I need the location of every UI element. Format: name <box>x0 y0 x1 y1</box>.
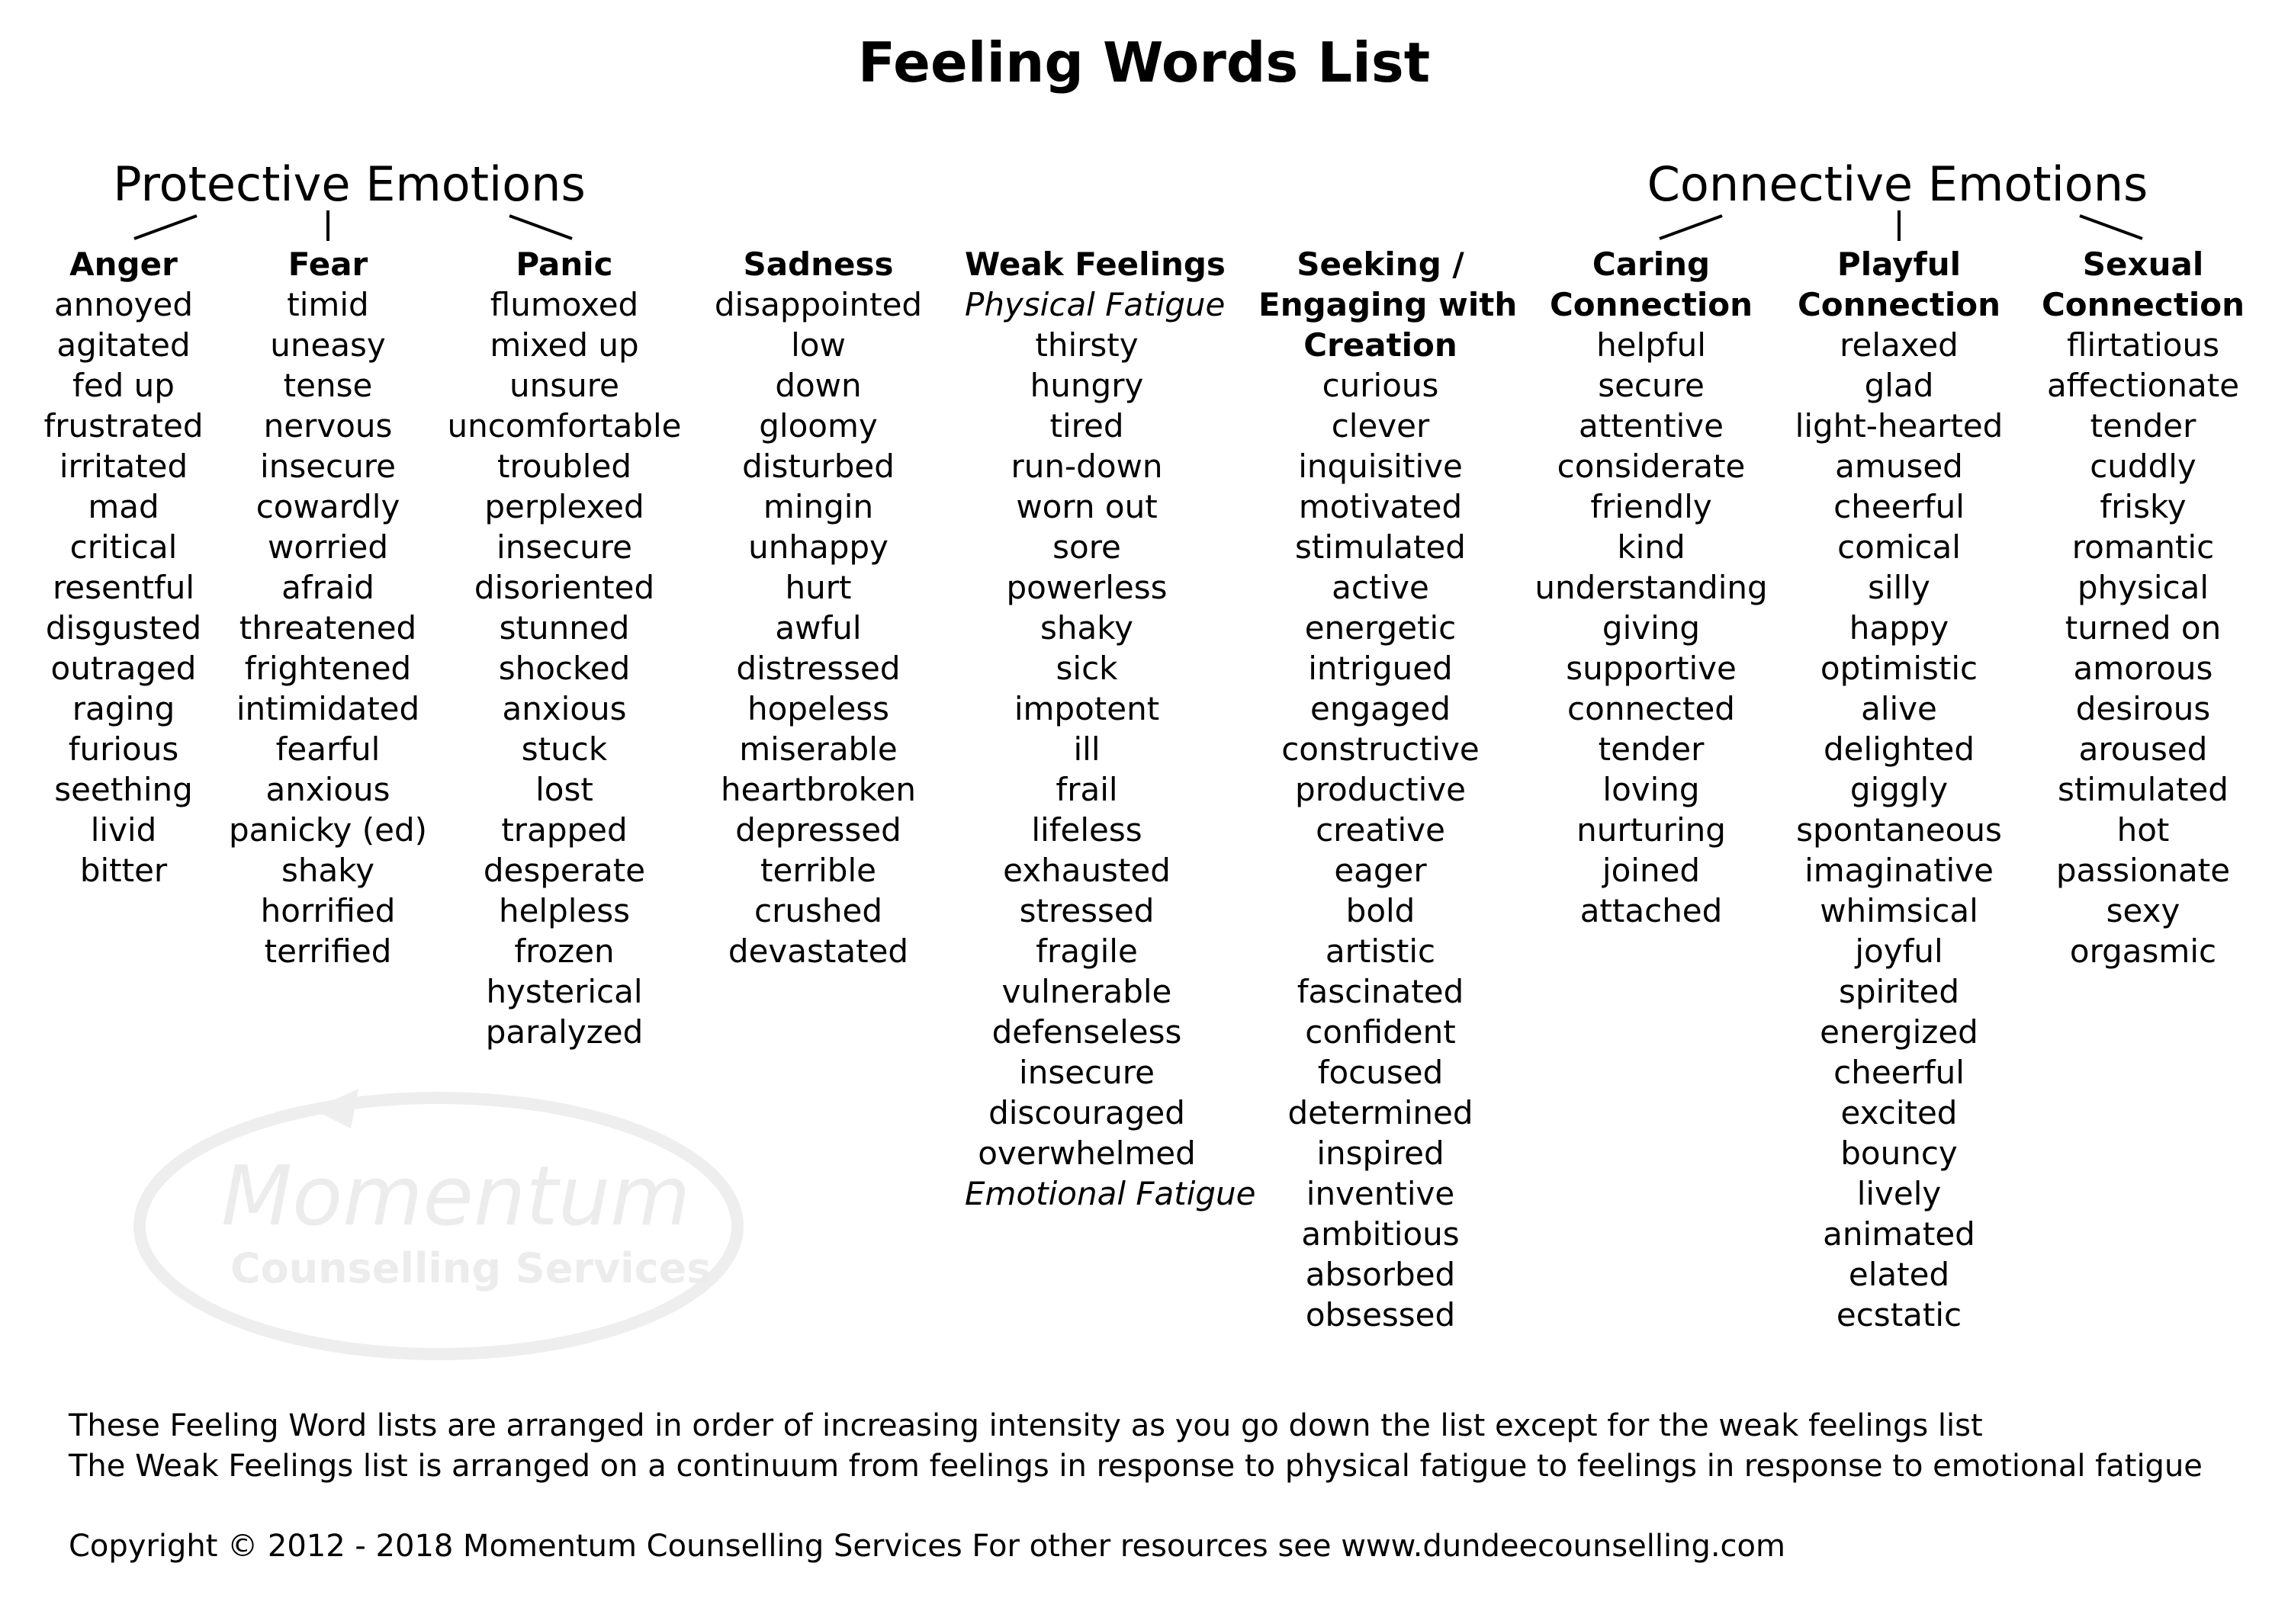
word-list <box>2021 325 2265 971</box>
feeling-word: gloomy <box>759 407 878 445</box>
column-heading-line: Connection <box>2041 286 2245 323</box>
column-heading <box>696 244 940 284</box>
connector-anger <box>134 216 197 239</box>
feeling-word: joyful <box>1855 932 1943 970</box>
continuum-start-label: Physical Fatigue <box>965 286 1226 323</box>
feeling-word: fed up <box>72 367 175 404</box>
feeling-word: worn out <box>1016 488 1158 525</box>
feeling-word: friendly <box>1590 488 1712 525</box>
column-heading-line: Creation <box>1303 326 1457 364</box>
column-heading-line: Sexual <box>2082 246 2204 283</box>
feeling-word: lost <box>535 771 593 808</box>
feeling-word: livid <box>90 811 157 849</box>
feeling-word: lively <box>1856 1175 1942 1212</box>
feeling-word: whimsical <box>1820 892 1978 929</box>
watermark-momentum-text: Momentum <box>221 1149 691 1244</box>
feeling-word: worried <box>267 528 388 566</box>
feeling-word: animated <box>1823 1215 1975 1253</box>
feeling-word: engaged <box>1309 690 1451 727</box>
feeling-word: devastated <box>728 932 909 970</box>
feeling-word: distressed <box>736 650 901 687</box>
feeling-word: motivated <box>1298 488 1463 525</box>
feeling-word: fragile <box>1036 932 1138 970</box>
page-title: Feeling Words List <box>857 30 1431 95</box>
feeling-word: stimulated <box>1295 528 1466 566</box>
feeling-word: terrified <box>264 932 392 970</box>
feeling-word: inspired <box>1316 1135 1444 1172</box>
feeling-word: paralyzed <box>485 1013 644 1051</box>
feeling-word: unhappy <box>748 528 889 566</box>
copyright-line: Copyright © 2012 - 2018 Momentum Counselling Services For other resources see www.dundeecounselling.com <box>69 1529 1785 1564</box>
word-list <box>206 284 450 971</box>
feeling-word: passionate <box>2055 852 2231 889</box>
connector-caring <box>1660 216 1722 239</box>
feeling-word: stimulated <box>2058 771 2229 808</box>
feeling-word: relaxed <box>1840 326 1959 364</box>
column-heading-line: Weak Feelings <box>965 246 1226 283</box>
feeling-word: run-down <box>1011 448 1163 485</box>
feeling-word: crushed <box>754 892 882 929</box>
feeling-word: frozen <box>514 932 615 970</box>
feeling-word: tense <box>283 367 373 404</box>
column-weak-feelings <box>965 244 1256 1214</box>
column-heading <box>2021 244 2265 325</box>
feeling-word: impotent <box>1014 690 1160 727</box>
feeling-word: shaky <box>1040 609 1133 647</box>
feeling-word: attached <box>1579 892 1723 929</box>
feeling-word: absorbed <box>1305 1256 1456 1293</box>
column-heading-line: Playful <box>1837 246 1962 283</box>
feeling-word: horrified <box>260 892 396 929</box>
feeling-word: determined <box>1287 1094 1473 1131</box>
feeling-word: connected <box>1567 690 1735 727</box>
feeling-word: inquisitive <box>1298 448 1463 485</box>
feeling-word: resentful <box>52 569 195 606</box>
feeling-word: depressed <box>735 811 901 849</box>
column-heading <box>965 244 1226 284</box>
feeling-word: uneasy <box>270 326 386 364</box>
feeling-word: defenseless <box>991 1013 1182 1051</box>
feeling-word: stunned <box>499 609 630 647</box>
feeling-word: critical <box>69 528 178 566</box>
column-sadness <box>696 244 940 971</box>
feeling-word: desirous <box>2075 690 2211 727</box>
feeling-word: agitated <box>56 326 191 364</box>
feeling-word: insecure <box>496 528 632 566</box>
feeling-word: low <box>791 326 846 364</box>
feeling-word: delighted <box>1823 730 1975 768</box>
feeling-word: frightened <box>244 650 412 687</box>
feeling-word: down <box>775 367 862 404</box>
feeling-word: panicky (ed) <box>228 811 428 849</box>
feeling-word: threatened <box>239 609 417 647</box>
feeling-word: powerless <box>1006 569 1168 606</box>
feeling-word: kind <box>1617 528 1685 566</box>
feeling-word: uncomfortable <box>447 407 682 445</box>
feeling-word: attentive <box>1579 407 1724 445</box>
feeling-word: stressed <box>1019 892 1155 929</box>
column-heading-line: Connection <box>1549 286 1753 323</box>
feeling-word: frustrated <box>43 407 204 445</box>
intensity-note: These Feeling Word lists are arranged in order of increasing intensity as you go down the list except for the weak feelings list <box>69 1408 1983 1443</box>
feeling-word: curious <box>1322 367 1439 404</box>
feeling-word: turned on <box>2065 609 2222 647</box>
feeling-word: hungry <box>1030 367 1144 404</box>
feeling-word: cheerful <box>1833 1054 1965 1091</box>
feeling-word: timid <box>287 286 369 323</box>
feeling-word: shocked <box>498 650 631 687</box>
feeling-word: happy <box>1849 609 1949 647</box>
feeling-word: stuck <box>521 730 608 768</box>
column-seeking-engaging <box>1258 244 1518 1335</box>
feeling-word: bold <box>1345 892 1416 929</box>
feeling-word: ambitious <box>1301 1215 1460 1253</box>
feeling-word: flirtatious <box>2067 326 2219 364</box>
feeling-word: hurt <box>785 569 852 606</box>
feeling-word: flumoxed <box>490 286 639 323</box>
feeling-word: optimistic <box>1820 650 1978 687</box>
feeling-word: frisky <box>2100 488 2187 525</box>
feeling-word: giving <box>1602 609 1701 647</box>
feeling-word: irritated <box>59 448 188 485</box>
column-caring-connection <box>1529 244 1773 931</box>
feeling-word: tender <box>2090 407 2196 445</box>
feeling-word: joined <box>1602 852 1701 889</box>
feeling-word: imaginative <box>1804 852 1994 889</box>
feeling-word: mingin <box>763 488 874 525</box>
feeling-word: glad <box>1864 367 1934 404</box>
column-heading <box>1258 244 1518 365</box>
continuum-end-label: Emotional Fatigue <box>965 1175 1256 1212</box>
feeling-word: sick <box>1056 650 1118 687</box>
feeling-word: vulnerable <box>1001 973 1172 1010</box>
feeling-word: romantic <box>2071 528 2215 566</box>
feeling-word: spirited <box>1838 973 1960 1010</box>
feeling-word: bouncy <box>1840 1135 1958 1172</box>
feeling-word: helpful <box>1596 326 1706 364</box>
feeling-word: hot <box>2116 811 2170 849</box>
feeling-word: tired <box>1049 407 1124 445</box>
feeling-word: inventive <box>1306 1175 1455 1212</box>
feeling-word: mixed up <box>490 326 639 364</box>
feeling-word: unsure <box>509 367 619 404</box>
feeling-word: discouraged <box>988 1094 1185 1131</box>
feeling-word: hopeless <box>747 690 890 727</box>
feeling-word: frail <box>1056 771 1118 808</box>
feeling-word: secure <box>1598 367 1705 404</box>
column-heading <box>206 244 450 284</box>
feeling-word: clever <box>1331 407 1430 445</box>
feeling-word: orgasmic <box>2069 932 2217 970</box>
word-list <box>1529 325 1773 931</box>
protective-emotions-heading: Protective Emotions <box>113 156 586 212</box>
feeling-word: trapped <box>501 811 628 849</box>
feeling-word: creative <box>1316 811 1445 849</box>
feeling-word: disgusted <box>45 609 202 647</box>
feeling-word: hysterical <box>486 973 643 1010</box>
feeling-word: raging <box>72 690 175 727</box>
feeling-word: disturbed <box>742 448 895 485</box>
feeling-word: confident <box>1305 1013 1456 1051</box>
feeling-word: fearful <box>275 730 381 768</box>
feeling-word: fascinated <box>1297 973 1464 1010</box>
feeling-word: seething <box>54 771 193 808</box>
column-heading-line: Fear <box>288 246 368 283</box>
feeling-word: amorous <box>2073 650 2213 687</box>
feeling-word: energized <box>1820 1013 1978 1051</box>
feeling-word: cheerful <box>1833 488 1965 525</box>
feeling-word: cowardly <box>255 488 400 525</box>
column-heading <box>1529 244 1773 325</box>
feeling-word: silly <box>1868 569 1930 606</box>
feeling-word: terrible <box>760 852 876 889</box>
word-list <box>965 284 1256 1214</box>
feeling-word: exhausted <box>1003 852 1171 889</box>
feeling-word: considerate <box>1557 448 1746 485</box>
feeling-word: intrigued <box>1308 650 1453 687</box>
feeling-word: annoyed <box>53 286 194 323</box>
column-playful-connection <box>1777 244 2021 1335</box>
feeling-word: active <box>1332 569 1429 606</box>
feeling-word: cuddly <box>2090 448 2196 485</box>
feeling-word: afraid <box>281 569 374 606</box>
column-sexual-connection <box>2021 244 2265 971</box>
feeling-word: anxious <box>502 690 627 727</box>
feeling-word: insecure <box>260 448 396 485</box>
feeling-word: desperate <box>483 852 646 889</box>
feeling-word: nurturing <box>1576 811 1726 849</box>
weak-feelings-note: The Weak Feelings list is arranged on a continuum from feelings in response to physical fatigue to feelings in response to emotional fatigue <box>69 1449 2203 1484</box>
feeling-word: disoriented <box>474 569 655 606</box>
feeling-word: furious <box>68 730 179 768</box>
feeling-word: focused <box>1317 1054 1444 1091</box>
feeling-word: outraged <box>50 650 197 687</box>
feeling-word: perplexed <box>484 488 644 525</box>
feeling-word: productive <box>1295 771 1466 808</box>
feeling-word: excited <box>1840 1094 1958 1131</box>
feeling-word: energetic <box>1304 609 1457 647</box>
feeling-word: eager <box>1334 852 1427 889</box>
feeling-word: troubled <box>497 448 631 485</box>
feeling-word: thirsty <box>1035 326 1139 364</box>
column-panic <box>442 244 686 1052</box>
column-heading-line: Anger <box>69 246 178 283</box>
word-list <box>442 284 686 1052</box>
group-connector-lines <box>0 0 2288 252</box>
feeling-word: insecure <box>1019 1054 1155 1091</box>
feeling-word: intimidated <box>236 690 420 727</box>
feeling-word: giggly <box>1849 771 1949 808</box>
feeling-word: obsessed <box>1305 1296 1456 1334</box>
column-heading-line: Caring <box>1592 246 1711 283</box>
word-list <box>696 284 940 971</box>
feeling-word: affectionate <box>2046 367 2240 404</box>
feeling-word: tender <box>1598 730 1705 768</box>
feeling-word: constructive <box>1281 730 1480 768</box>
feeling-word: amused <box>1835 448 1963 485</box>
word-list <box>1258 365 1502 1335</box>
column-heading-line: Engaging with <box>1258 286 1518 323</box>
feeling-word: helpless <box>498 892 631 929</box>
feeling-word: artistic <box>1325 932 1436 970</box>
column-heading-line: Panic <box>516 246 613 283</box>
word-list <box>1777 325 2021 1335</box>
feeling-word: aroused <box>2078 730 2208 768</box>
feeling-word: ecstatic <box>1836 1296 1962 1334</box>
feeling-word: awful <box>775 609 862 647</box>
feeling-word: sore <box>1052 528 1121 566</box>
column-heading <box>442 244 686 284</box>
feeling-word: shaky <box>281 852 374 889</box>
feeling-word: supportive <box>1566 650 1737 687</box>
feeling-word: nervous <box>263 407 393 445</box>
feeling-word: understanding <box>1534 569 1768 606</box>
feeling-word: alive <box>1861 690 1937 727</box>
column-heading <box>1777 244 2021 325</box>
connective-emotions-heading: Connective Emotions <box>1647 156 2148 212</box>
connector-sexual <box>2080 216 2142 239</box>
feeling-word: overwhelmed <box>978 1135 1196 1172</box>
column-fear <box>206 244 450 971</box>
feeling-word: physical <box>2077 569 2209 606</box>
feeling-word: lifeless <box>1031 811 1142 849</box>
momentum-watermark <box>130 1075 755 1365</box>
column-heading-line: Seeking / <box>1297 246 1464 283</box>
feeling-word: heartbroken <box>721 771 916 808</box>
feeling-word: mad <box>88 488 159 525</box>
watermark-counselling-text: Counselling Services <box>230 1244 712 1292</box>
column-heading-line: Connection <box>1797 286 2001 323</box>
feeling-word: elated <box>1848 1256 1950 1293</box>
feeling-word: comical <box>1837 528 1961 566</box>
feeling-word: ill <box>1073 730 1101 768</box>
feeling-word: bitter <box>79 852 168 889</box>
column-heading-line: Sadness <box>743 246 894 283</box>
feeling-word: anxious <box>265 771 390 808</box>
feeling-word: light-hearted <box>1795 407 2004 445</box>
feeling-word: loving <box>1602 771 1700 808</box>
feeling-word: disappointed <box>714 286 923 323</box>
feeling-word: miserable <box>739 730 898 768</box>
connector-panic <box>509 216 572 239</box>
feeling-word: sexy <box>2106 892 2180 929</box>
feeling-word: spontaneous <box>1796 811 2002 849</box>
